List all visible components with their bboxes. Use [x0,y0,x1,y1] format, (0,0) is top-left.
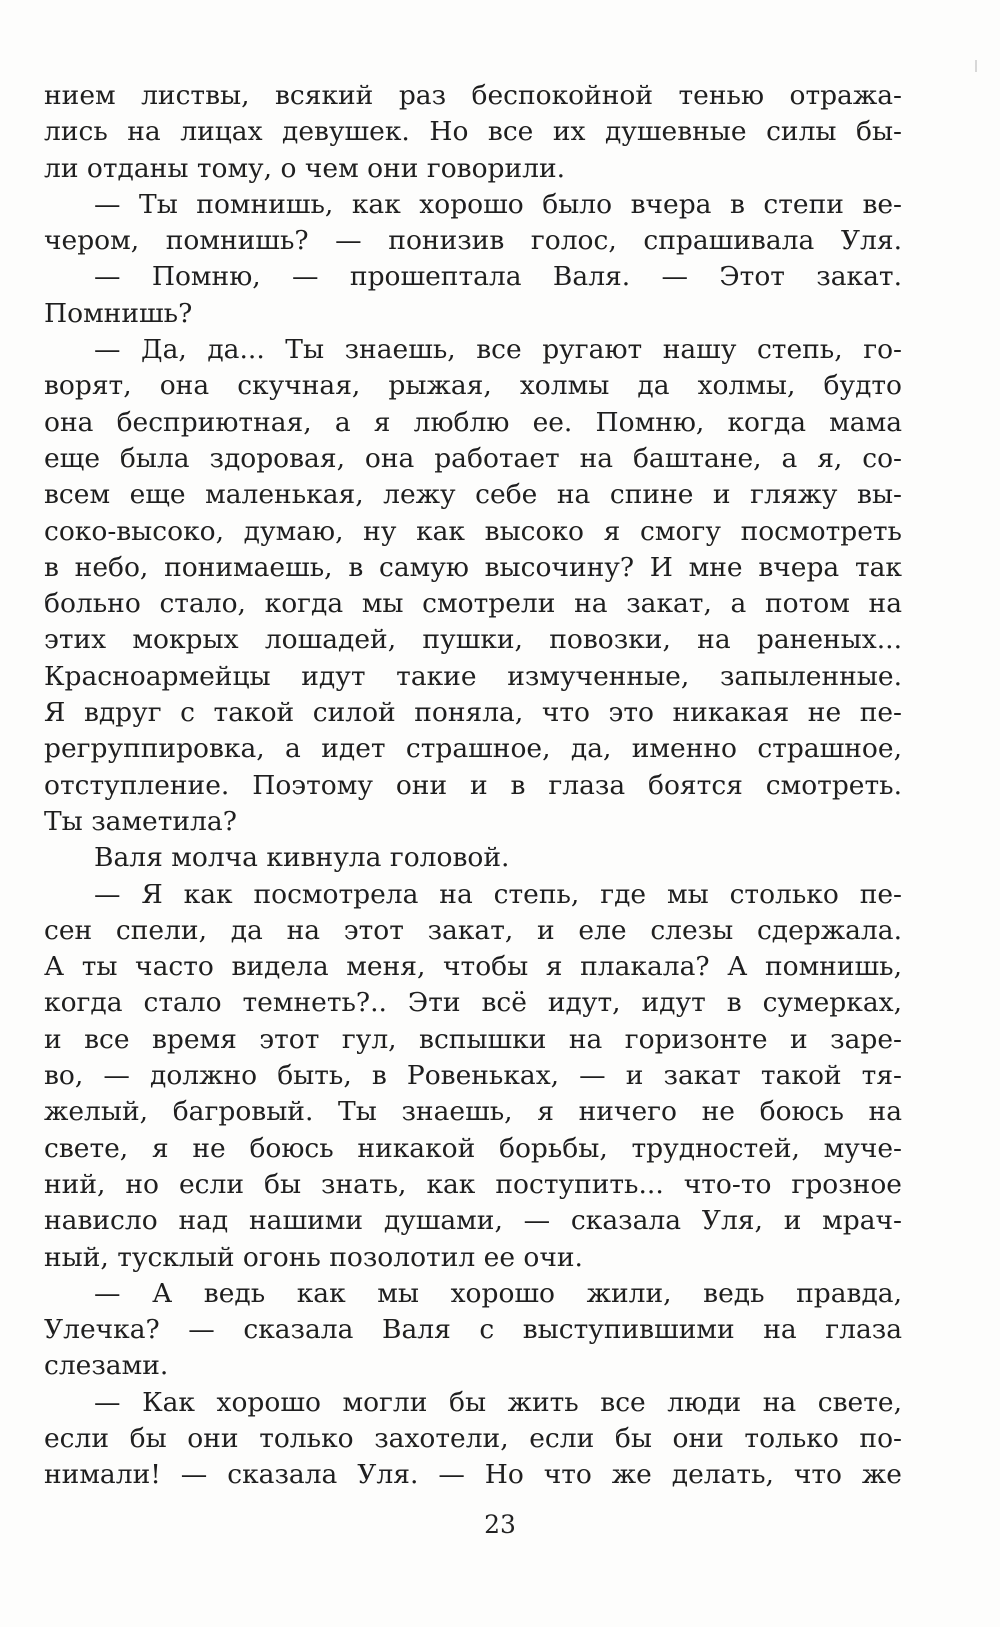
text-line: ворят, она скучная, рыжая, холмы да холмы, будто [44,370,902,402]
text-line: А ты часто видела меня, чтобы я плакала? А помнишь, [44,951,902,983]
text-line: Красноармейцы идут такие измученные, запыленные. [44,660,902,692]
text-line: Помнишь? [44,297,193,329]
text-line: соко-высоко, думаю, ну как высоко я смогу посмотреть [44,515,902,547]
text-line: регруппировка, а идет страшное, да, именно страшное, [44,733,902,765]
text-line: — Помню, — прошептала Валя. — Этот закат. [94,261,902,293]
text-line: всем еще маленькая, лежу себе на спине и гляжу вы- [44,479,902,511]
text-line: — Я как посмотрела на степь, где мы столько пе- [94,878,902,910]
text-line: еще была здоровая, она работает на баштане, а я, со- [44,442,902,474]
text-line: — Как хорошо могли бы жить все люди на свете, [94,1386,902,1418]
text-line: свете, я не боюсь никакой борьбы, трудностей, муче- [44,1132,902,1164]
text-line: ный, тусклый огонь позолотил ее очи. [44,1241,583,1273]
text-line: отступление. Поэтому они и в глаза боятся смотреть. [44,769,902,801]
text-line: слезами. [44,1350,169,1382]
page-number: 23 [484,1510,516,1539]
text-line: желый, багровый. Ты знаешь, я ничего не боюсь на [44,1096,902,1128]
text-line: Ты заметила? [44,805,237,837]
text-line: если бы они только захотели, если бы они только по- [44,1422,902,1454]
text-line: нимали! — сказала Уля. — Но что же делать, что же [44,1459,902,1491]
text-line: Валя молча кивнула головой. [94,842,510,874]
text-line: нием листвы, всякий раз беспокойной тенью отража- [44,80,902,111]
text-line: Я вдруг с такой силой поняла, что это никакая не пе- [44,697,902,729]
text-line: в небо, понимаешь, в самую высочину? И мне вчера так [44,551,902,583]
text-line: ли отданы тому, о чем они говорили. [44,152,566,184]
text-line: сен спели, да на этот закат, и еле слезы сдержала. [44,914,902,946]
text-line: — А ведь как мы хорошо жили, ведь правда, [94,1277,902,1309]
text-line: — Да, да... Ты знаешь, все ругают нашу степь, го- [94,334,902,366]
text-line: ний, но если бы знать, как поступить... что-то грозное [44,1168,902,1200]
text-line: она бесприютная, а я люблю ее. Помню, когда мама [44,406,902,438]
text-line: во, — должно быть, в Ровеньках, — и закат такой тя- [44,1060,902,1092]
text-line: нависло над нашими душами, — сказала Уля, и мрач- [44,1205,902,1237]
text-line: чером, помнишь? — понизив голос, спрашивала Уля. [44,225,902,257]
text-line: лись на лицах девушек. Но все их душевные силы бы- [44,116,902,148]
text-line: Улечка? — сказала Валя с выступившими на глаза [44,1314,902,1346]
text-line: когда стало темнеть?.. Эти всё идут, идут в сумерках, [44,987,902,1019]
text-line: этих мокрых лошадей, пушки, повозки, на раненых... [44,624,902,656]
text-line: и все время этот гул, вспышки на горизонте и заре- [44,1023,902,1055]
page-text [44,78,902,1494]
text-line: больно стало, когда мы смотрели на закат, а потом на [44,588,902,620]
text-line: — Ты помнишь, как хорошо было вчера в степи ве- [94,188,902,220]
scan-edge-mark [975,60,977,72]
